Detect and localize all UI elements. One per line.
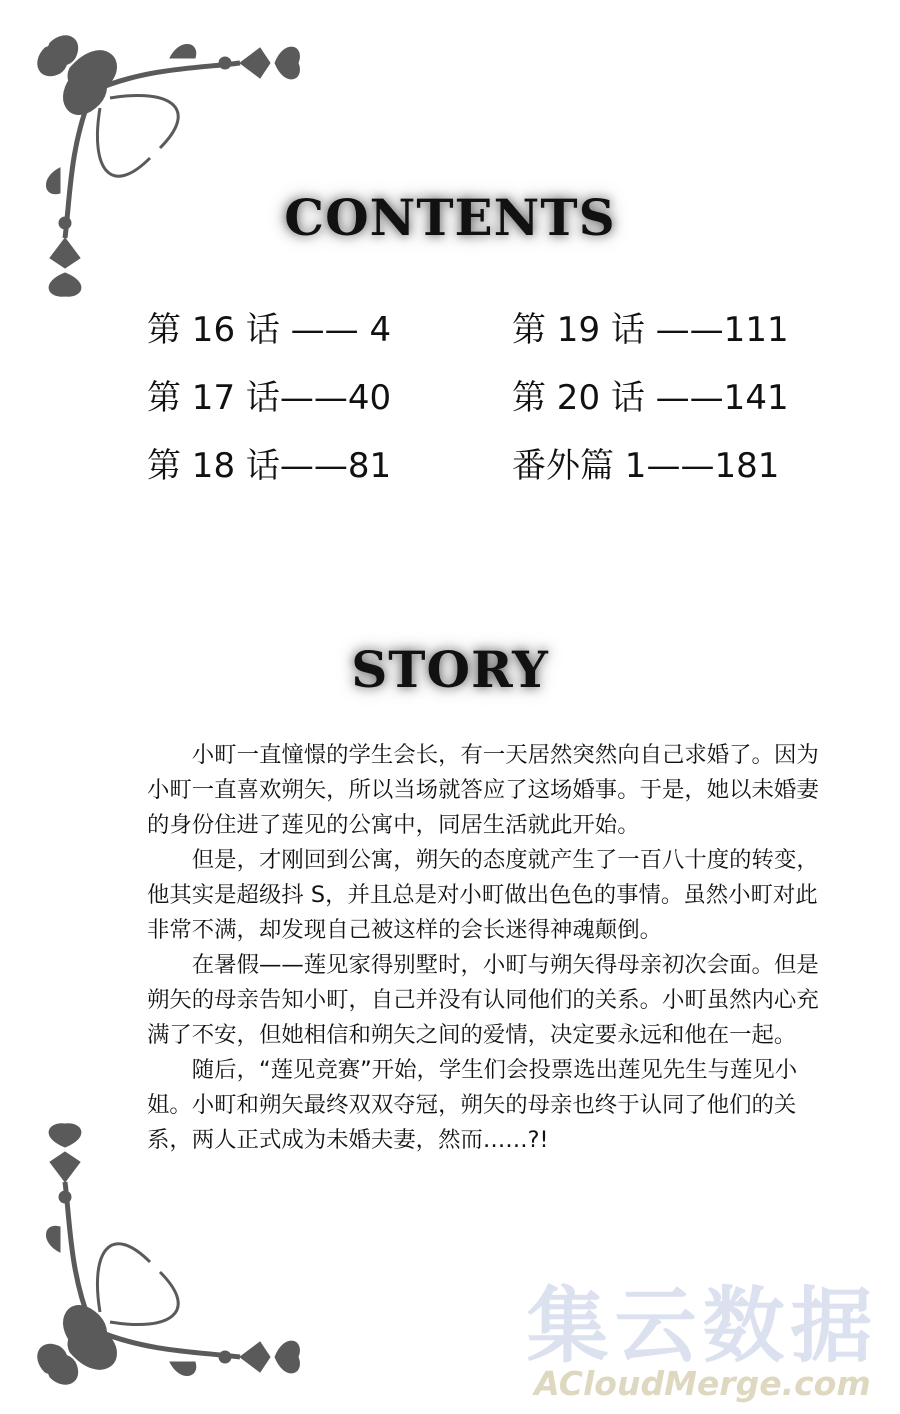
toc-left-column — [147, 306, 391, 510]
toc-entry: 番外篇 1——181 — [512, 446, 780, 486]
watermark-url: ACloudMerge.com — [534, 1364, 871, 1403]
story-body — [147, 738, 821, 1158]
toc-right-column — [512, 306, 789, 510]
toc-entry: 第 19 话 ——111 — [512, 310, 789, 350]
toc-entry: 第 17 话——40 — [147, 378, 392, 418]
story-heading: STORY — [351, 640, 549, 699]
watermark-chinese: 集云数据 — [526, 1279, 879, 1374]
toc-entry: 第 20 话 ——141 — [512, 378, 789, 418]
toc-entry: 第 16 话 —— 4 — [147, 310, 392, 350]
floral-corner-ornament-bottom-left-icon — [30, 1120, 310, 1392]
story-paragraph: 在暑假——莲见家得别墅时，小町与朔矢得母亲初次会面。但是朔矢的母亲告知小町，自己并没有认同他们的关系。小町虽然内心充满了不安，但她相信和朔矢之间的爱情，决定要永远和他在一起。 — [147, 952, 819, 1048]
story-paragraph: 随后，“莲见竞赛”开始，学生们会投票选出莲见先生与莲见小姐。小町和朔矢最终双双夺冠，朔矢的母亲也终于认同了他们的关系，两人正式成为未婚夫妻，然而……?! — [147, 1057, 798, 1153]
story-paragraph: 小町一直憧憬的学生会长，有一天居然突然向自己求婚了。因为小町一直喜欢朔矢，所以当场就答应了这场婚事。于是，她以未婚妻的身份住进了莲见的公寓中，同居生活就此开始。 — [147, 742, 819, 838]
watermark — [510, 1279, 895, 1412]
floral-corner-ornament-top-left-icon — [30, 28, 310, 300]
story-paragraph: 但是，才刚回到公寓，朔矢的态度就产生了一百八十度的转变，他其实是超级抖 S，并且总是对小町做出色色的事情。虽然小町对此非常不满，却发现自己被这样的会长迷得神魂颠倒。 — [147, 847, 819, 943]
toc-entry: 第 18 话——81 — [147, 446, 392, 486]
contents-heading: CONTENTS — [284, 188, 616, 247]
